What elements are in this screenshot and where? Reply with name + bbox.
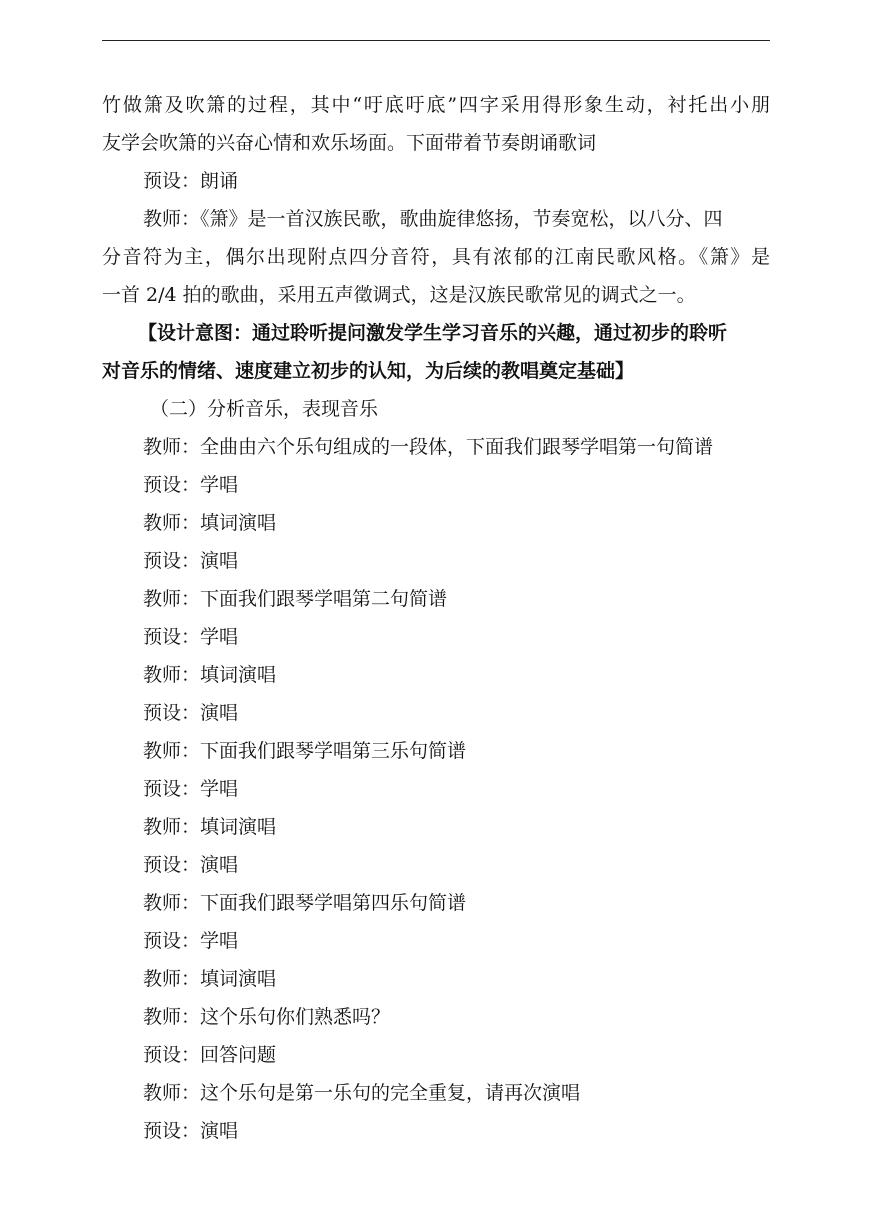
header-rule	[102, 40, 770, 41]
teacher-line: 教师：填词演唱	[143, 816, 277, 838]
preset-line: 预设：演唱	[143, 854, 239, 876]
section-heading: （二）分析音乐，表现音乐	[150, 398, 379, 420]
body-text-line: 竹做箫及吹箫的过程，其中“吁底吁底”四字采用得形象生动，衬托出小朋	[102, 94, 770, 116]
teacher-line: 教师：下面我们跟琴学唱第二句简谱	[143, 588, 448, 610]
teacher-line: 教师：这个乐句是第一乐句的完全重复，请再次演唱	[143, 1082, 581, 1104]
teacher-line: 教师：全曲由六个乐句组成的一段体，下面我们跟琴学唱第一句简谱	[143, 436, 714, 458]
preset-line: 预设：学唱	[143, 474, 239, 496]
body-text-line: 分音符为主，偶尔出现附点四分音符，具有浓郁的江南民歌风格。《箫》是	[102, 246, 770, 268]
preset-line: 预设：朗诵	[143, 170, 239, 192]
teacher-line: 教师：下面我们跟琴学唱第三乐句简谱	[143, 740, 467, 762]
teacher-line: 教师：《箫》是一首汉族民歌，歌曲旋律悠扬，节奏宽松，以八分、四	[143, 208, 723, 230]
preset-line: 预设：演唱	[143, 702, 239, 724]
preset-line: 预设：学唱	[143, 930, 239, 952]
teacher-line: 教师：填词演唱	[143, 512, 277, 534]
design-intent-line: 对音乐的情绪、速度建立初步的认知，为后续的教唱奠定基础】	[102, 360, 635, 382]
teacher-line: 教师：下面我们跟琴学唱第四乐句简谱	[143, 892, 467, 914]
document-body	[102, 86, 770, 1150]
teacher-line: 教师：填词演唱	[143, 968, 277, 990]
preset-line: 预设：演唱	[143, 1120, 239, 1142]
preset-line: 预设：学唱	[143, 778, 239, 800]
body-text-line: 一首 2/4 拍的歌曲，采用五声徵调式，这是汉族民歌常见的调式之一。	[102, 284, 696, 306]
preset-line: 预设：演唱	[143, 550, 239, 572]
teacher-line: 教师：这个乐句你们熟悉吗？	[143, 1006, 391, 1028]
teacher-line: 教师：填词演唱	[143, 664, 277, 686]
design-intent-line: 【设计意图：通过聆听提问激发学生学习音乐的兴趣，通过初步的聆听	[138, 322, 728, 344]
body-text-line: 友学会吹箫的兴奋心情和欢乐场面。下面带着节奏朗诵歌词	[102, 132, 597, 154]
preset-line: 预设：学唱	[143, 626, 239, 648]
preset-line: 预设：回答问题	[143, 1044, 277, 1066]
